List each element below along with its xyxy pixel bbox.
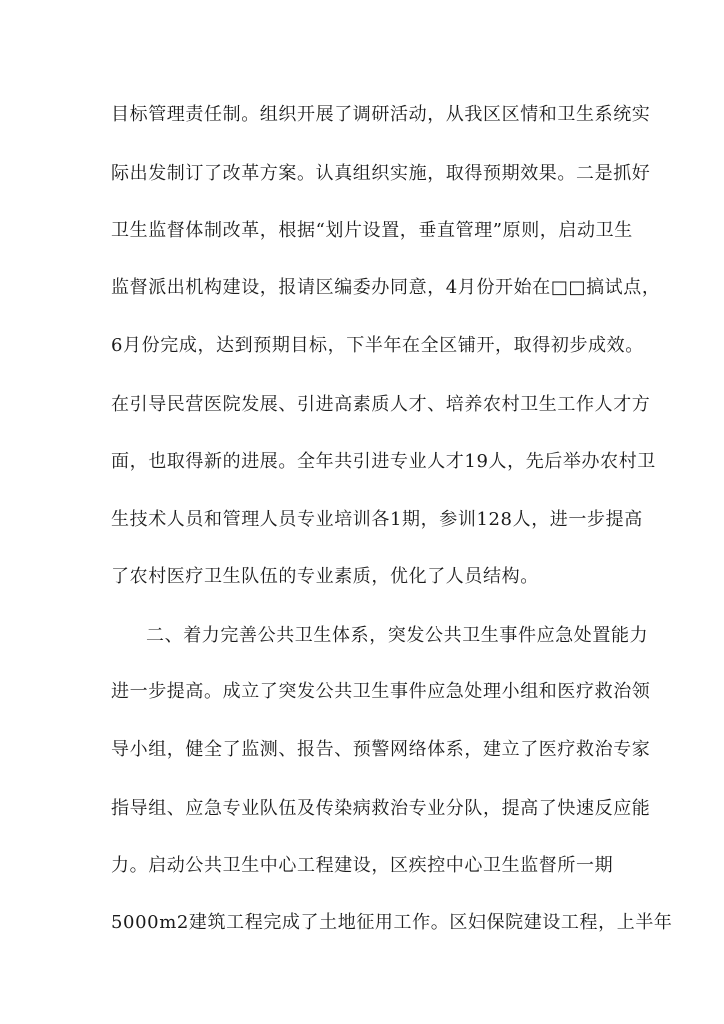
paragraph-line: 目标管理责任制。组织开展了调研活动，从我区区情和卫生系统实 (111, 104, 651, 125)
paragraph-line: 5000m2建筑工程完成了土地征用工作。区妇保院建设工程，上半年 (111, 912, 673, 933)
section-heading-line: 二、着力完善公共卫生体系，突发公共卫生事件应急处置能力 (146, 625, 649, 646)
paragraph-line: 6月份完成，达到预期目标，下半年在全区铺开，取得初步成效。 (111, 335, 644, 356)
paragraph-line: 力。启动公共卫生中心工程建设，区疾控中心卫生监督所一期 (111, 855, 614, 876)
paragraph-line: 在引导民营医院发展、引进高素质人才、培养农村卫生工作人才方 (111, 394, 651, 415)
paragraph-line: 监督派出机构建设，报请区编委办同意，4月份开始在□□搞试点， (111, 277, 661, 298)
paragraph-line: 卫生监督体制改革，根据“划片设置，垂直管理”原则，启动卫生 (111, 220, 633, 241)
paragraph-line: 了农村医疗卫生队伍的专业素质，优化了人员结构。 (111, 566, 539, 587)
paragraph-line: 面，也取得新的进展。全年共引进专业人才19人，先后举办农村卫 (111, 451, 656, 472)
paragraph-line: 进一步提高。成立了突发公共卫生事件应急处理小组和医疗救治领 (111, 681, 651, 702)
paragraph-line: 导小组，健全了监测、报告、预警网络体系，建立了医疗救治专家 (111, 739, 651, 760)
paragraph-line: 际出发制订了改革方案。认真组织实施，取得预期效果。二是抓好 (111, 163, 651, 184)
paragraph-line: 指导组、应急专业队伍及传染病救治专业分队，提高了快速反应能 (111, 798, 651, 819)
paragraph-line: 生技术人员和管理人员专业培训各1期，参训128人，进一步提高 (111, 509, 643, 530)
